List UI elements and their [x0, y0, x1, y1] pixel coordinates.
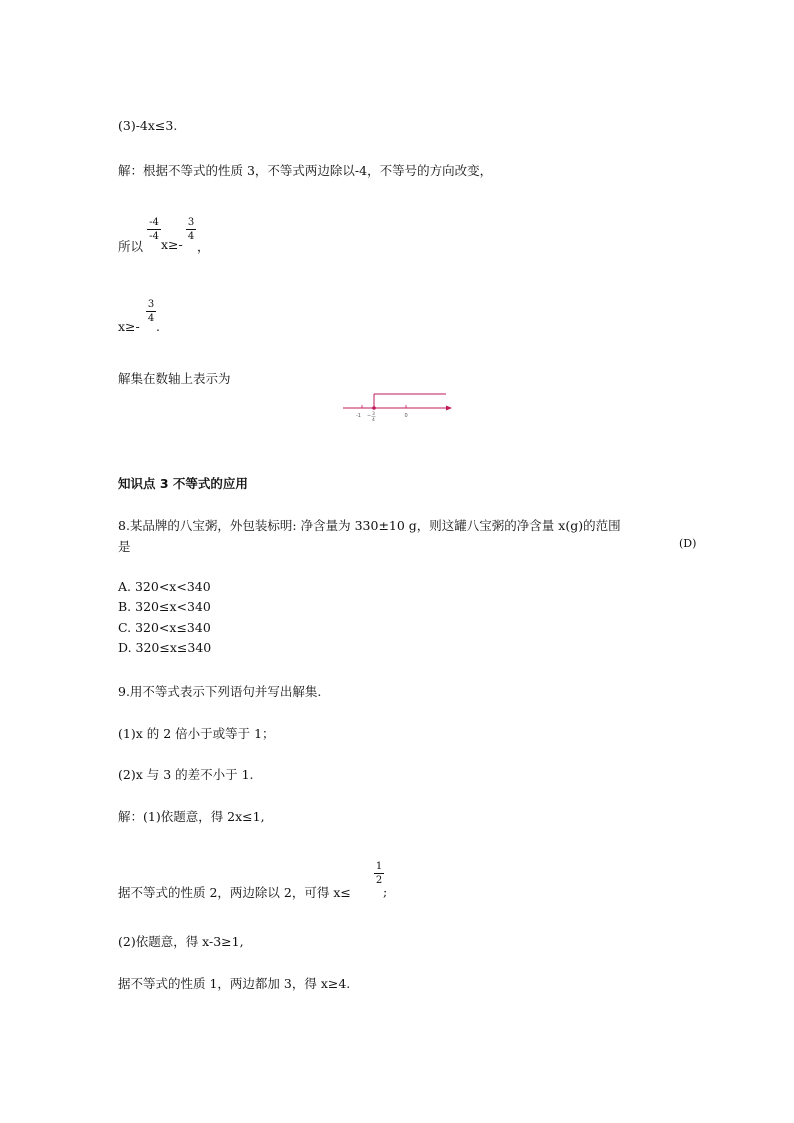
question-9: 9.用不等式表示下列语句并写出解集.	[118, 684, 322, 699]
number-line-figure	[340, 390, 455, 426]
fraction-bar	[374, 873, 384, 874]
fraction-numerator: 1	[375, 861, 383, 872]
question-8-answer: (D)	[679, 537, 697, 550]
fraction-1-over-2	[374, 861, 384, 886]
solution-9-part-1-b: 据不等式的性质 2，两边除以 2，可得 x≤	[118, 885, 351, 900]
period: .	[156, 319, 160, 334]
semicolon: ;	[383, 884, 388, 899]
question-9-part-1: (1)x 的 2 倍小于或等于 1；	[118, 726, 275, 741]
fraction-numerator: 3	[147, 299, 155, 310]
fraction-numerator: 3	[187, 217, 195, 228]
option-a: A. 320<x<340	[118, 579, 211, 594]
tick-label-minus: −	[367, 413, 372, 419]
solution-line-1: 解：根据不等式的性质 3，不等式两边除以-4，不等号的方向改变，	[118, 163, 493, 178]
fraction-3-over-4-b	[146, 299, 156, 324]
solution-9-part-1: 解：(1)依题意，得 2x≤1,	[118, 809, 265, 824]
tick-label-frac-den: 4	[372, 418, 375, 423]
fraction-neg4-over-neg4	[147, 217, 161, 242]
solution-9-part-2-b: 据不等式的性质 1，两边都加 3，得 x≥4.	[118, 976, 351, 991]
axis-arrow	[446, 406, 452, 411]
comma: ，	[197, 239, 210, 254]
problem-3: (3)-4x≤3.	[118, 118, 178, 133]
tick-label-neg1: -1	[356, 413, 361, 419]
question-8-line-1: 8.某品牌的八宝粥，外包装标明: 净含量为 330±10 g，则这罐八宝粥的净含量 x(g)的范围	[118, 518, 621, 533]
option-d: D. 320≤x≤340	[118, 640, 212, 655]
option-c: C. 320<x≤340	[118, 620, 211, 635]
number-line-caption: 解集在数轴上表示为	[118, 371, 231, 386]
fraction-3-over-4	[186, 217, 196, 242]
fraction-numerator: -4	[149, 217, 159, 228]
option-b: B. 320≤x<340	[118, 599, 211, 614]
tick-label-zero: 0	[404, 413, 408, 419]
fraction-denominator: -4	[149, 231, 159, 242]
question-8-line-2: 是	[118, 539, 131, 554]
fraction-denominator: 2	[375, 875, 383, 886]
x-geq-neg-1: x≥-	[161, 237, 183, 252]
fraction-bar	[147, 229, 161, 230]
so-text: 所以	[118, 239, 144, 254]
fraction-denominator: 4	[187, 231, 195, 242]
solution-point	[372, 406, 376, 410]
x-geq-neg-2: x≥-	[118, 319, 140, 334]
fraction-bar	[146, 311, 156, 312]
fraction-denominator: 4	[147, 313, 155, 324]
solution-9-part-2: (2)依题意，得 x-3≥1,	[118, 934, 244, 949]
fraction-bar	[186, 229, 196, 230]
section-heading: 知识点 3 不等式的应用	[118, 476, 248, 491]
question-9-part-2: (2)x 与 3 的差不小于 1.	[118, 767, 254, 782]
tick-label-frac-num: 3	[372, 412, 375, 417]
